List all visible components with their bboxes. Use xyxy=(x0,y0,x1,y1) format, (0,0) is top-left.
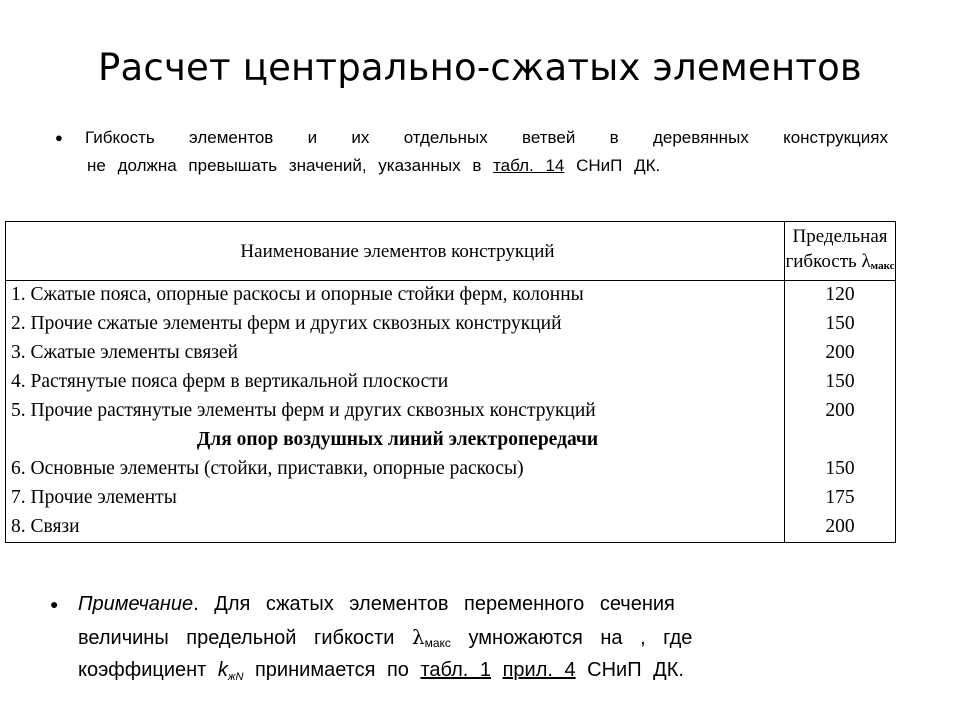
note-text-3: умножаются на , где xyxy=(450,627,693,649)
appendix-4-link[interactable]: прил. 4 xyxy=(502,659,576,681)
section-empty-cell xyxy=(785,426,896,455)
intro-line-1: Гибкость элементов и их отдельных ветвей в деревянных конструкциях xyxy=(85,128,888,147)
bullet-dot-icon: ● xyxy=(50,596,59,612)
section-title: Для опор воздушных линий электропередачи xyxy=(196,429,599,451)
note-line-3 xyxy=(78,654,808,694)
intro-text: не должна превышать значений, указанных в xyxy=(87,156,494,175)
k-sub: жN xyxy=(227,671,244,683)
note-text-5: принимается по xyxy=(243,659,421,681)
header-limit-line1: Предельная xyxy=(792,225,888,247)
row-value: 150 xyxy=(785,455,896,484)
header-element-name: Наименование элементов конструкций xyxy=(6,222,785,281)
row-value: 120 xyxy=(785,281,896,311)
table-row xyxy=(6,368,896,397)
row-name: 5. Прочие растянутые элементы ферм и других сквозных конструкций xyxy=(11,400,596,422)
table-row xyxy=(6,513,896,543)
table-row xyxy=(6,455,896,484)
table-header-row xyxy=(6,222,896,281)
header-limit-sub: макс xyxy=(870,259,895,272)
note-text-1: . Для сжатых элементов переменного сечения xyxy=(193,593,675,615)
bullet-dot-icon: ● xyxy=(55,130,63,145)
intro-line-2 xyxy=(87,152,660,180)
row-name: 7. Прочие элементы xyxy=(11,487,177,509)
row-value: 200 xyxy=(785,513,896,543)
note-text-4: коэффициент xyxy=(78,659,218,681)
row-name: 2. Прочие сжатые элементы ферм и других сквозных конструкций xyxy=(11,313,562,335)
note-line-1 xyxy=(78,588,808,621)
row-name: 3. Сжатые элементы связей xyxy=(11,342,238,364)
lambda-symbol: λ xyxy=(411,625,425,649)
row-value: 150 xyxy=(785,310,896,339)
row-value: 175 xyxy=(785,484,896,513)
table-row xyxy=(6,397,896,426)
row-value: 200 xyxy=(785,339,896,368)
slenderness-table xyxy=(5,221,896,543)
header-limit-line2: гибкость λ xyxy=(785,250,871,272)
row-value: 150 xyxy=(785,368,896,397)
lambda-sub: макс xyxy=(424,636,451,650)
table-section-row xyxy=(6,426,896,455)
row-name: 1. Сжатые пояса, опорные раскосы и опорные стойки ферм, колонны xyxy=(11,284,584,306)
table-row xyxy=(6,339,896,368)
table-14-link[interactable]: табл. 14 xyxy=(493,156,565,175)
intro-suffix: СНиП ДК. xyxy=(564,156,661,175)
k-symbol: k xyxy=(217,659,228,681)
note-text-6: СНиП ДК. xyxy=(575,659,684,681)
table-row xyxy=(6,281,896,311)
table-row xyxy=(6,484,896,513)
note-label: Примечание xyxy=(78,593,194,615)
table-1-link[interactable]: табл. 1 xyxy=(420,659,492,681)
row-name: 8. Связи xyxy=(11,516,80,538)
row-value: 200 xyxy=(785,397,896,426)
note-text-2: величины предельной гибкости xyxy=(78,627,412,649)
row-name: 6. Основные элементы (стойки, приставки, опорные раскосы) xyxy=(11,458,524,480)
header-limit xyxy=(785,222,896,281)
slide-title: Расчет центрально-сжатых элементов xyxy=(98,46,862,89)
row-name: 4. Растянутые пояса ферм в вертикальной плоскости xyxy=(11,371,449,393)
table-row xyxy=(6,310,896,339)
